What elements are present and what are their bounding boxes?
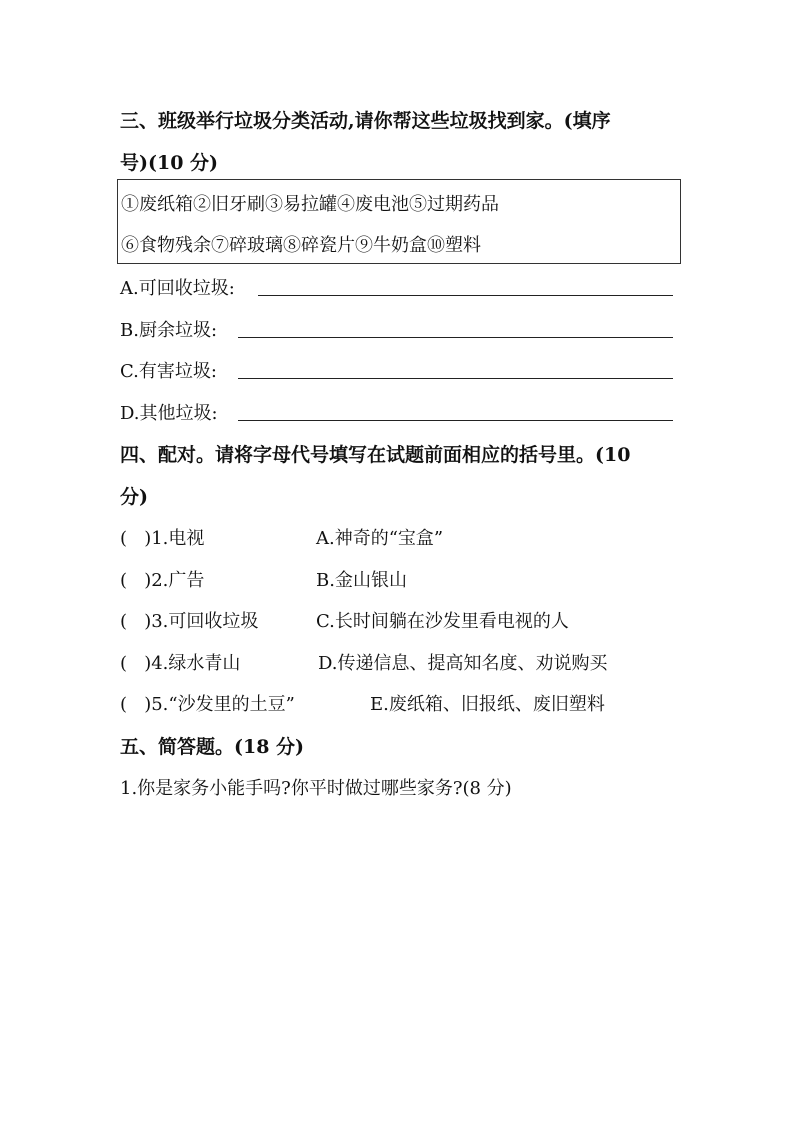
match-item-2: ( )2.广告: [120, 570, 205, 591]
section3-title-line1: 三、班级举行垃圾分类活动,请你帮这些垃圾找到家。(填序: [120, 110, 611, 132]
answer-line-kitchen[interactable]: [238, 337, 673, 338]
match-item-5: ( )5.“沙发里的土豆”: [120, 694, 295, 715]
match-option-a: A.神奇的“宝盒”: [316, 528, 444, 549]
section5-question-1: 1.你是家务小能手吗?你平时做过哪些家务?(8 分): [120, 778, 512, 799]
match-item-4: ( )4.绿水青山: [120, 653, 241, 674]
section5-title: 五、简答题。(18 分): [120, 736, 305, 758]
category-label-hazardous: C.有害垃圾:: [120, 361, 217, 382]
waste-items-box: [117, 179, 681, 264]
answer-line-hazardous[interactable]: [238, 378, 673, 379]
answer-line-recyclable[interactable]: [258, 295, 673, 296]
section4-title-line2: 分): [120, 486, 148, 508]
section3-title-line2: 号)(10 分): [120, 152, 219, 174]
section4-title-line1: 四、配对。请将字母代号填写在试题前面相应的括号里。(10: [120, 444, 631, 466]
category-label-recyclable: A.可回收垃圾:: [120, 278, 235, 299]
waste-items-line2: ⑥食物残余⑦碎玻璃⑧碎瓷片⑨牛奶盒⑩塑料: [121, 235, 481, 256]
match-option-b: B.金山银山: [316, 570, 407, 591]
match-option-e: E.废纸箱、旧报纸、废旧塑料: [370, 694, 605, 715]
answer-line-other[interactable]: [238, 420, 673, 421]
category-label-other: D.其他垃圾:: [120, 403, 218, 424]
match-item-3: ( )3.可回收垃圾: [120, 611, 259, 632]
match-option-c: C.长时间躺在沙发里看电视的人: [316, 611, 569, 632]
waste-items-line1: ①废纸箱②旧牙刷③易拉罐④废电池⑤过期药品: [121, 194, 499, 215]
match-option-d: D.传递信息、提高知名度、劝说购买: [318, 653, 608, 674]
match-item-1: ( )1.电视: [120, 528, 205, 549]
category-label-kitchen: B.厨余垃圾:: [120, 320, 218, 341]
